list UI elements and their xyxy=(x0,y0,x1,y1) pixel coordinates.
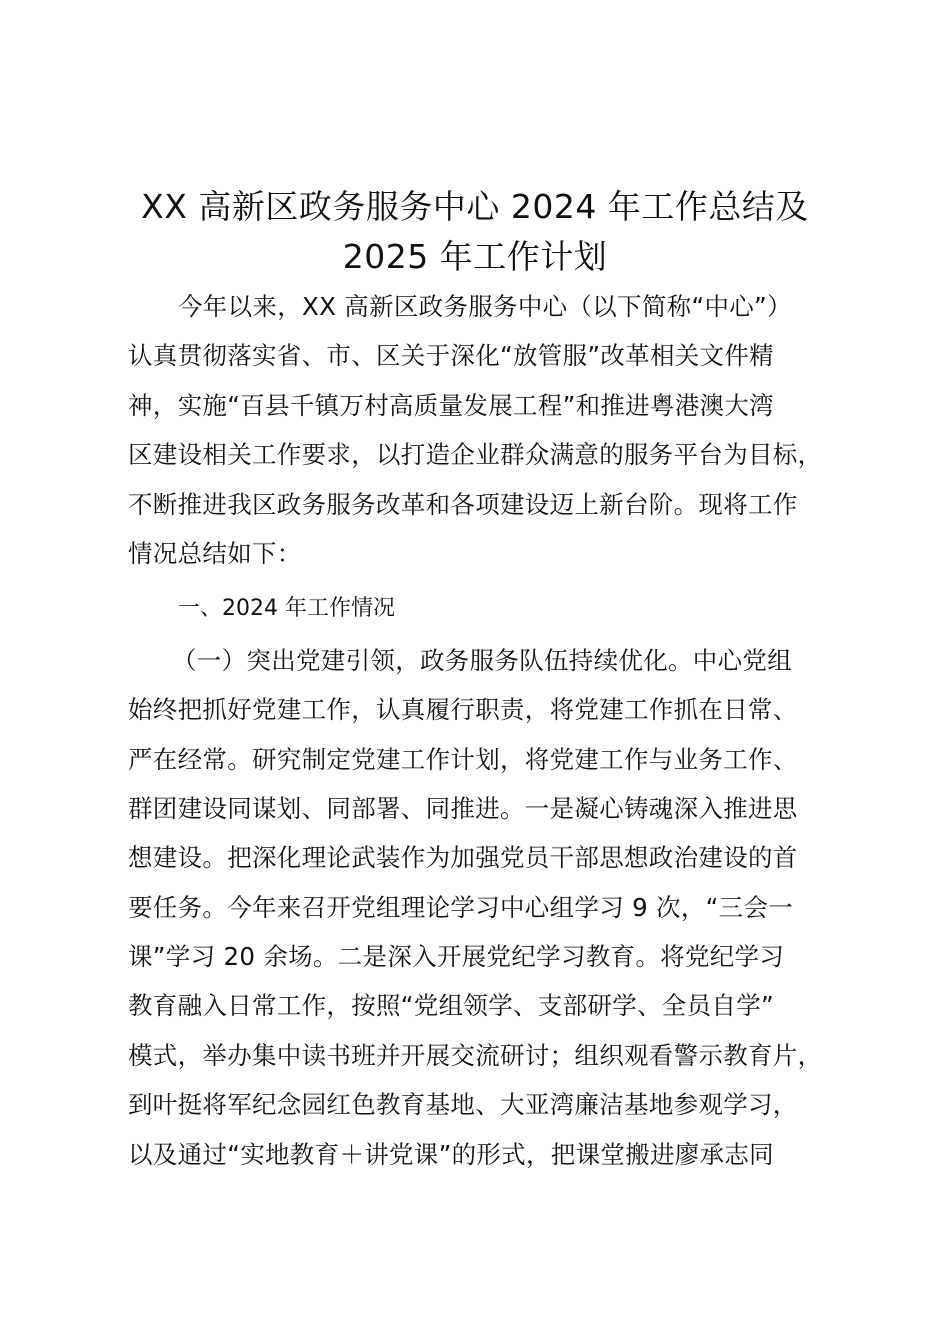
section1-line-5: 想建设。把深化理论武装作为加强党员干部思想政治建设的首 xyxy=(128,843,798,873)
document-body xyxy=(128,282,888,1179)
section1-line-2: 始终把抓好党建工作，认真履行职责，将党建工作抓在日常、 xyxy=(128,695,798,725)
section1-line-3: 严在经常。研究制定党建工作计划，将党建工作与业务工作、 xyxy=(128,744,798,774)
section1-line-11: 以及通过“实地教育＋讲党课”的形式，把课堂搬进廖承志同 xyxy=(128,1139,774,1169)
section1-line-1: （一）突出党建引领，政务服务队伍持续优化。中心党组 xyxy=(172,645,792,675)
title-line-2: 2025 年工作计划 xyxy=(342,237,608,276)
intro-line-5: 不断推进我区政务服务改革和各项建设迈上新台阶。现将工作 xyxy=(128,489,798,519)
section1-line-4: 群团建设同谋划、同部署、同推进。一是凝心铸魂深入推进思 xyxy=(128,793,798,823)
intro-line-4: 区建设相关工作要求，以打造企业群众满意的服务平台为目标， xyxy=(128,440,823,470)
intro-line-3: 神，实施“百县千镇万村高质量发展工程”和推进粤港澳大湾 xyxy=(128,390,774,420)
section1-line-7: 课”学习 20 余场。二是深入开展党纪学习教育。将党纪学习 xyxy=(128,942,785,972)
section1-line-9: 模式，举办集中读书班并开展交流研讨；组织观看警示教育片， xyxy=(128,1040,823,1070)
intro-line-6: 情况总结如下： xyxy=(128,538,302,568)
section1-line-6: 要任务。今年来召开党组理论学习中心组学习 9 次，“三会一 xyxy=(128,892,794,922)
section1-line-8: 教育融入日常工作，按照“党组领学、支部研学、全员自学” xyxy=(128,991,774,1021)
section1-line-10: 到叶挺将军纪念园红色教育基地、大亚湾廉洁基地参观学习， xyxy=(128,1090,798,1120)
section-heading: 一、2024 年工作情况 xyxy=(178,596,395,622)
document-title xyxy=(110,182,840,282)
intro-line-2: 认真贯彻落实省、市、区关于深化“放管服”改革相关文件精 xyxy=(128,341,774,371)
title-line-1: XX 高新区政务服务中心 2024 年工作总结及 xyxy=(141,187,809,226)
intro-line-1: 今年以来，XX 高新区政务服务中心（以下简称“中心”） xyxy=(178,292,792,321)
